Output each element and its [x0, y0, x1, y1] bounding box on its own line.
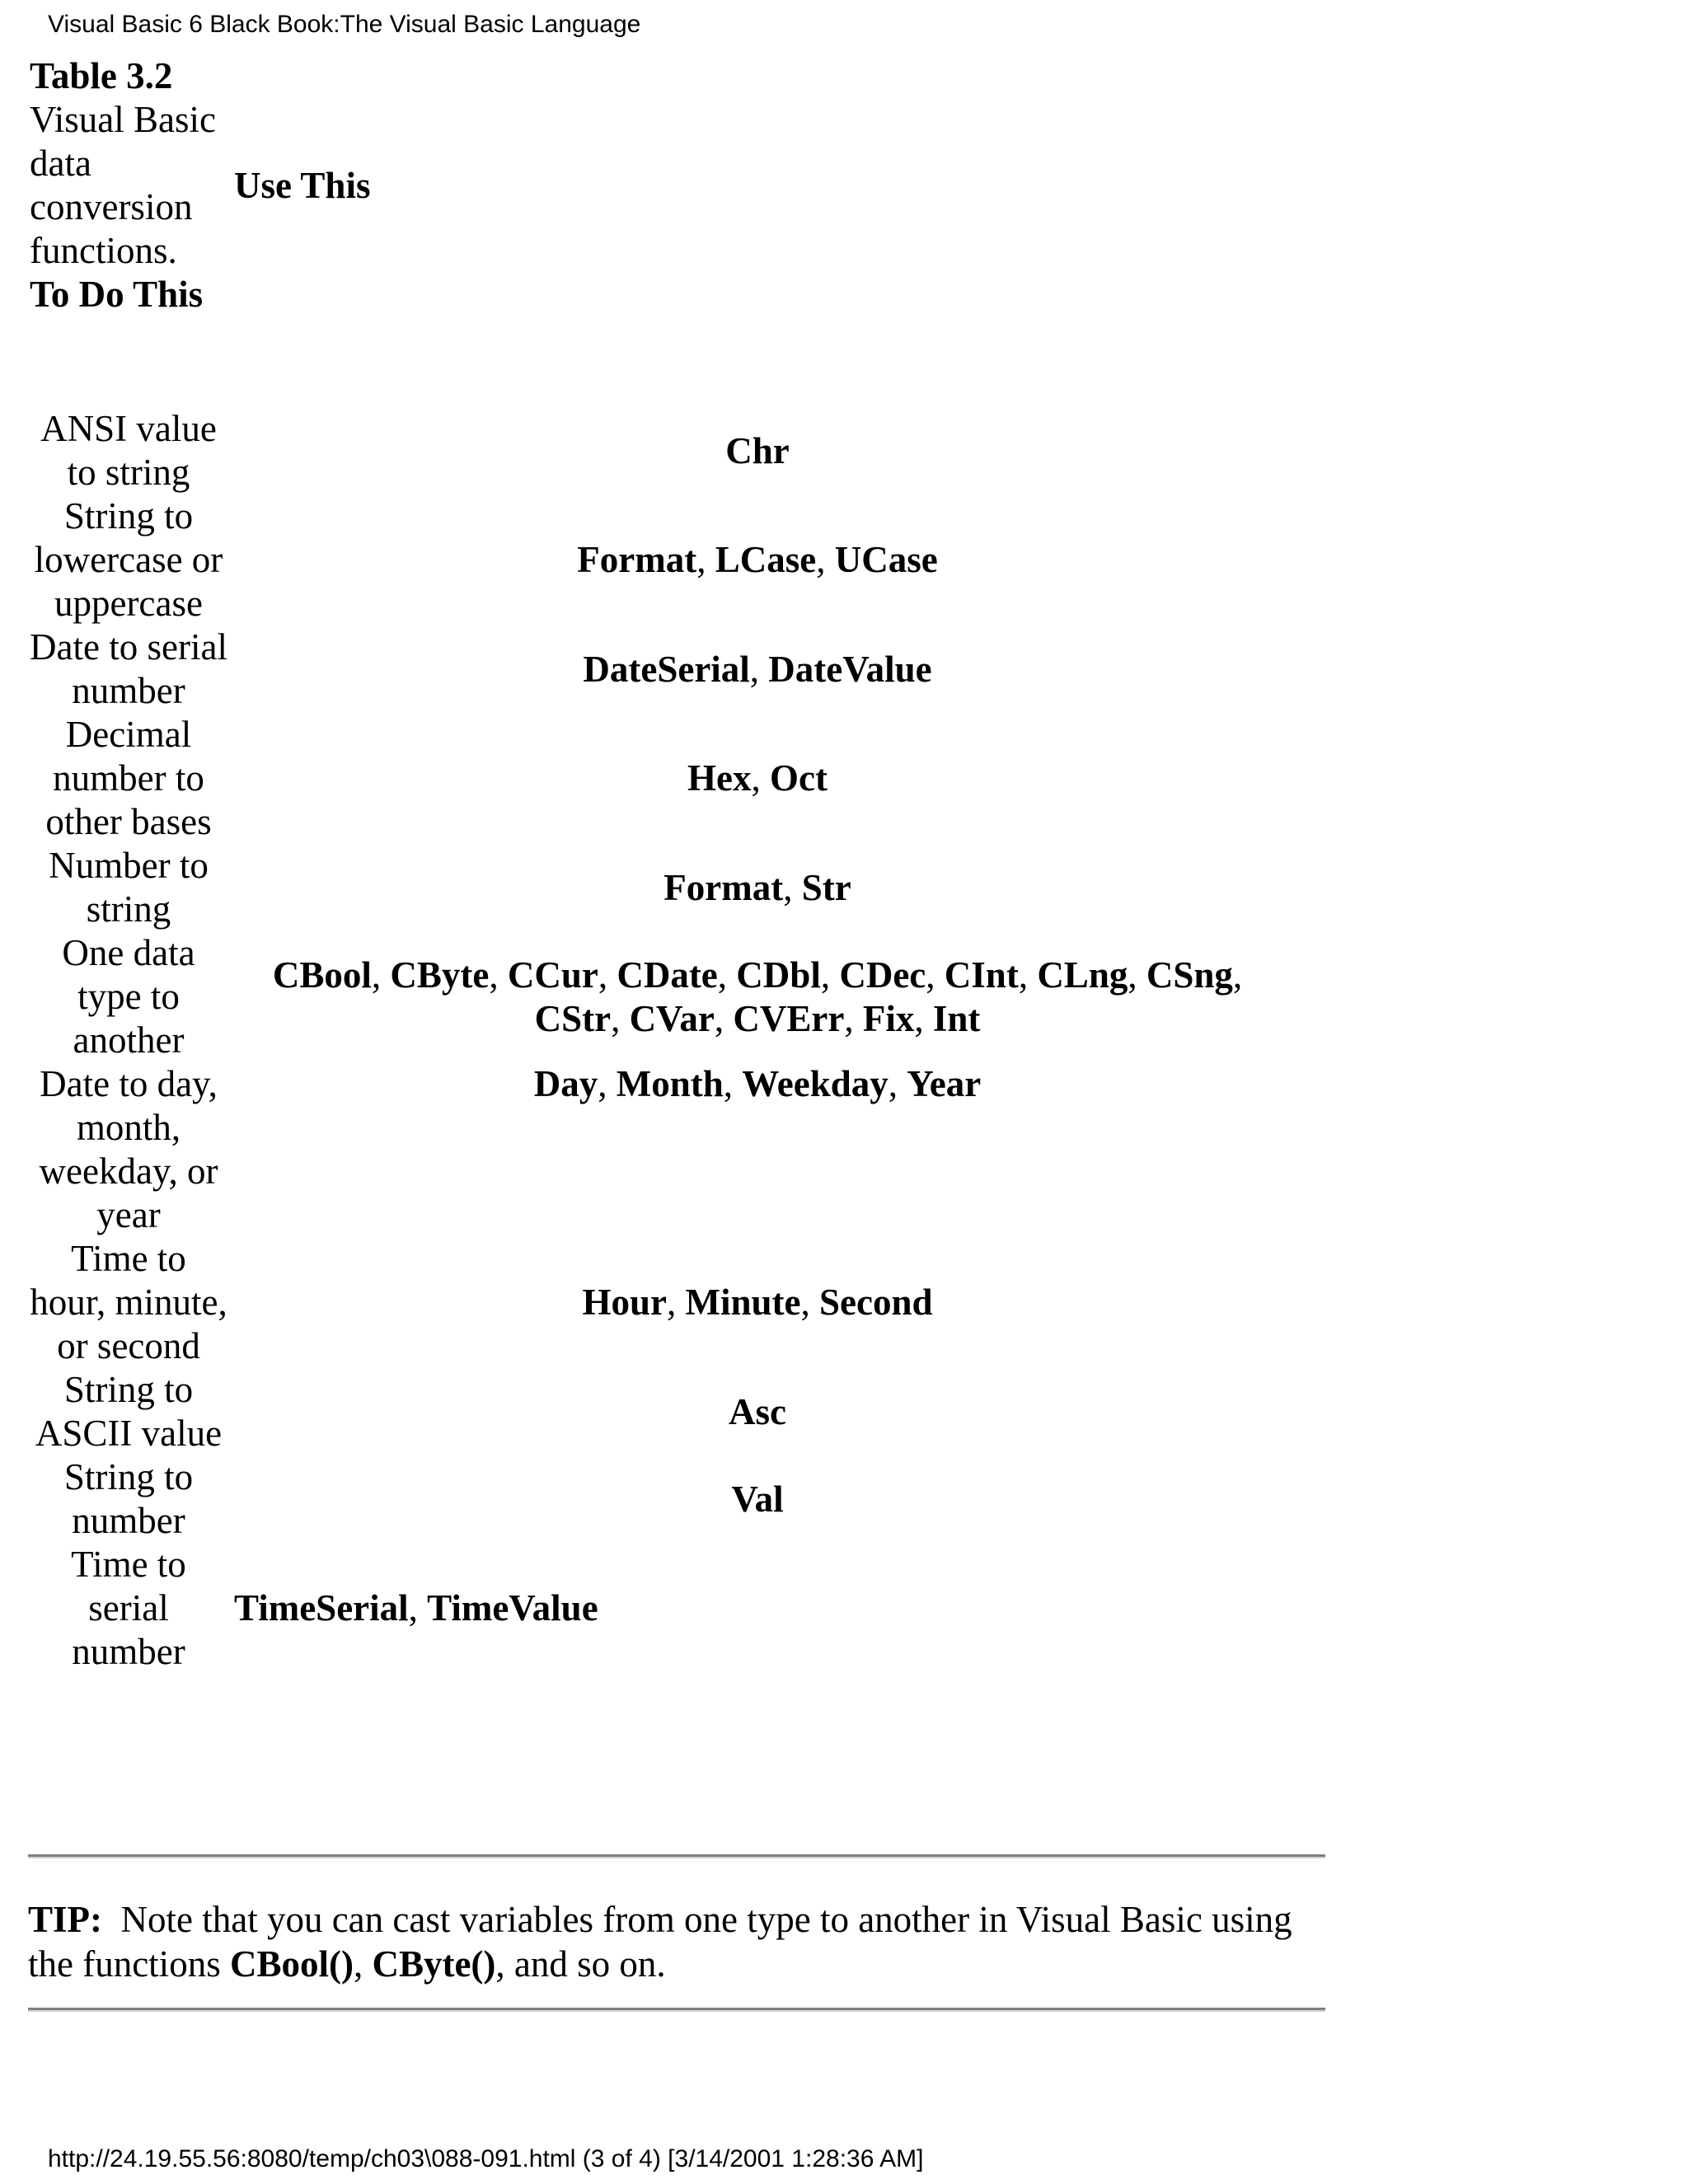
function-separator: , [611, 997, 630, 1039]
functions-cell [231, 931, 1284, 1062]
functions-cell [231, 844, 1284, 931]
function-separator: , [816, 539, 835, 580]
functions-cell [231, 1543, 1284, 1674]
task-cell: Time to hour, minute, or second [30, 1238, 227, 1366]
function-name: DateValue [768, 648, 932, 690]
function-name: CStr [534, 997, 612, 1039]
function-separator: , [723, 1063, 743, 1104]
functions-cell [231, 626, 1284, 713]
function-name: Year [907, 1063, 982, 1104]
task-cell: Number to string [49, 845, 209, 930]
functions-cell [231, 1368, 1284, 1455]
functions-cell [231, 1455, 1284, 1543]
task-cell: ANSI value to string [40, 408, 217, 493]
table-row [26, 931, 1284, 1062]
function-name: Format [577, 539, 697, 580]
function-name: CLng [1037, 954, 1128, 996]
table-row [26, 713, 1284, 844]
function-separator: , [666, 1282, 686, 1323]
table-row [26, 1368, 1284, 1455]
function-name: CByte [390, 954, 490, 996]
table-row [26, 1062, 1284, 1237]
table-row [26, 1237, 1284, 1368]
function-name: CCur [507, 954, 598, 996]
function-separator: , [714, 997, 734, 1039]
column-header-use: Use This [234, 164, 371, 206]
column-header-task: To Do This [30, 274, 204, 315]
page-header-title: Visual Basic 6 Black Book:The Visual Basic Language [48, 11, 641, 38]
function-name: Format [663, 866, 784, 908]
function-name: LCase [715, 539, 817, 580]
function-separator: , [926, 954, 945, 996]
functions-cell [231, 713, 1284, 844]
function-name: Minute [685, 1282, 801, 1323]
task-cell: String to ASCII value [35, 1369, 223, 1454]
task-cell: String to lowercase or uppercase [34, 495, 223, 624]
function-name: Month [616, 1063, 724, 1104]
tip-text-end: , and so on. [495, 1943, 666, 1985]
function-separator: , [696, 539, 715, 580]
function-separator: , [844, 997, 863, 1039]
functions-cell [231, 1237, 1284, 1368]
function-separator: , [914, 997, 933, 1039]
function-separator: , [371, 954, 391, 996]
function-name: Int [932, 997, 981, 1039]
spacer-row [26, 316, 1284, 407]
table-description: Visual Basic data conversion functions. [30, 99, 217, 271]
table-row [26, 626, 1284, 713]
table-number: Table 3.2 [30, 55, 173, 96]
function-separator: , [888, 1063, 907, 1104]
function-name: CVar [629, 997, 715, 1039]
function-name: Day [533, 1063, 598, 1104]
function-name: CVErr [733, 997, 845, 1039]
function-name: Fix [862, 997, 915, 1039]
functions-cell [231, 407, 1284, 494]
function-separator: , [751, 757, 770, 799]
tip-text: Note that you can cast variables from one type to another in Visual Basic using the functions [28, 1899, 1292, 1985]
table-body [26, 407, 1284, 1674]
task-cell: Decimal number to other bases [45, 714, 212, 842]
function-separator: , [1232, 954, 1243, 996]
functions-cell [231, 1062, 1284, 1237]
table-caption-cell [26, 54, 231, 316]
function-name: TimeSerial [234, 1587, 409, 1629]
page-footer-url: http://24.19.55.56:8080/temp/ch03\088-091.html (3 of 4) [3/14/2001 1:28:36 AM] [48, 2145, 924, 2172]
tip-func-cbool: CBool() [229, 1943, 354, 1985]
table-row [26, 1543, 1284, 1674]
function-separator: , [783, 866, 802, 908]
function-separator: , [717, 954, 737, 996]
function-name: Hex [687, 757, 752, 799]
function-name: CDate [617, 954, 718, 996]
function-separator: , [749, 648, 769, 690]
function-name: UCase [834, 539, 938, 580]
task-cell: Time to serial number [71, 1544, 186, 1672]
function-name: CDec [839, 954, 926, 996]
function-name: Val [731, 1478, 784, 1520]
function-name: CInt [944, 954, 1019, 996]
divider-top [28, 1854, 1325, 1858]
table-row [26, 844, 1284, 931]
function-name: TimeValue [427, 1587, 598, 1629]
task-cell: One data type to another [62, 932, 195, 1061]
function-name: Asc [729, 1390, 786, 1432]
function-separator: , [820, 954, 840, 996]
function-name: Hour [582, 1282, 667, 1323]
divider-bottom [28, 2008, 1325, 2012]
function-name: CDbl [736, 954, 821, 996]
function-separator: , [598, 954, 617, 996]
function-separator: , [598, 1063, 617, 1104]
task-cell: String to number [63, 1456, 194, 1541]
function-name: Second [818, 1282, 933, 1323]
function-name: Chr [725, 429, 790, 471]
table-row [26, 494, 1284, 626]
task-cell: Date to serial number [30, 626, 227, 711]
table-row [26, 407, 1284, 494]
function-separator: , [408, 1587, 428, 1629]
function-separator: , [800, 1282, 819, 1323]
table-row [26, 1455, 1284, 1543]
function-name: DateSerial [583, 648, 750, 690]
table-header-row [26, 54, 1284, 316]
function-separator: , [489, 954, 508, 996]
function-separator: , [1018, 954, 1038, 996]
function-separator: , [1128, 954, 1146, 996]
task-cell: Date to day, month, weekday, or year [39, 1063, 218, 1235]
tip-separator: , [353, 1943, 363, 1985]
function-name: Weekday [742, 1063, 889, 1104]
function-name: CSng [1146, 954, 1233, 996]
tip-box [28, 1897, 1325, 1986]
tip-label: TIP: [28, 1899, 102, 1940]
function-name: Str [801, 866, 851, 908]
conversion-functions-table [26, 54, 1284, 1674]
function-name: CBool [272, 954, 372, 996]
functions-cell [231, 494, 1284, 626]
tip-func-cbyte: CByte() [372, 1943, 496, 1985]
function-name: Oct [770, 757, 828, 799]
